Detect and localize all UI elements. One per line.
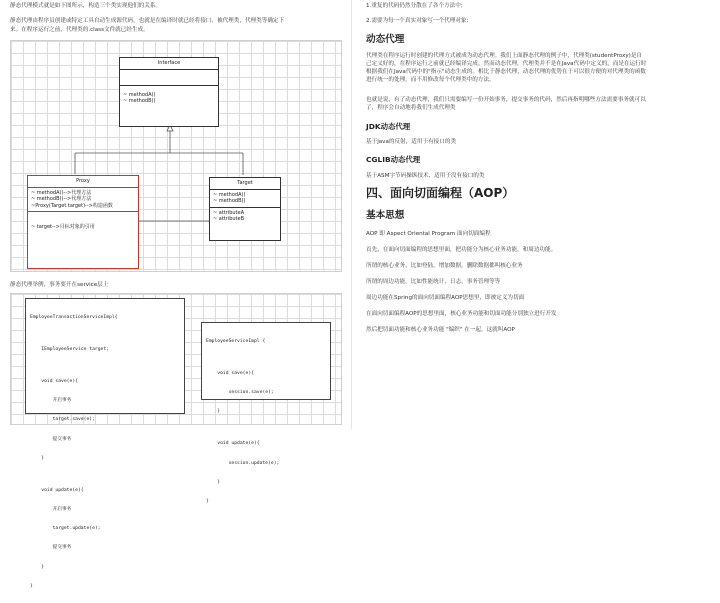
code-diagram [10, 293, 342, 589]
interface-method-a: ~ methodA() [123, 91, 156, 98]
proxy-title: Proxy [28, 176, 138, 188]
target-method-b: ~ methodB() [213, 198, 246, 204]
interface-method-b: ~ methodB() [123, 98, 156, 104]
list-item-2: 2.需要为每一个真实对象写一个代理对象; [366, 18, 469, 24]
employee-service-code: EmployeeServiceImpl { void save(e){ session.save(e); } void update(e){ session.update(e); } } [201, 322, 331, 400]
example-caption: 静态代理举例，事务要开在service层上 [10, 282, 109, 288]
target-attribute-b: ~ attributeB [213, 216, 245, 222]
basic-line-4: 所谓的周边功能，比如性能统计，日志，事务管理等等 [366, 279, 501, 285]
basic-line-3: 所谓的核心业务，比如登陆，增加数据，删除数据都叫核心业务 [366, 263, 523, 269]
basic-line-2: 首先，在面向切面编程的思想里面，把功能分为核心业务功能，和周边功能。 [366, 247, 557, 253]
left-page [0, 0, 352, 589]
target-method-a: ~ methodA() [213, 191, 246, 198]
intro-line-2: 静态代理由程序员创建或特定工具自动生成源代码，也就是在编译时就已经将接口，被代理类，代理类等确定下 [10, 18, 285, 24]
proxy-field-target: ~ target-->目标对象的引用 [31, 224, 95, 230]
intro-line-3: 来。在程序运行之前，代理类的.class文件就已经生成。 [10, 27, 149, 33]
uml-diagram [10, 40, 342, 272]
cglib-proxy-heading: CGLIB动态代理 [366, 155, 421, 164]
interface-title: Interface [120, 58, 218, 70]
dynamic-proxy-paragraph: 代理类在程序运行时创建的代理方式被成为动态代理。我们上面静态代理的例子中，代理类(studentProxy)是自 己定义好的，在程序运行之前就已经编译完成。然而动态代理，代理类并不是在Java代码中定义的，而是在运行时 根据我们在Java代码中的"指示"动态生成的。相比于静态代理，动态代理的优势在于可以很方便的对代理类的函数 进行统一的处理，而不用修改每个代理类中的方法。 [366, 53, 647, 83]
basic-line-5: 周边功能在Spring的面向切面编程AOP思想里，即被定义为切面 [366, 295, 525, 301]
transaction-service-code: EmployeeTransactionServiceImpl{ IEmployeeService target; void save(e){ 开启事务 target.save(e); 提交事务 } void update(e){ 开启事务 target.update(e); 提交事务 } } [25, 298, 185, 414]
intro-line-1: 静态代理模式就是如下图所示，构造三个类实现他们的关系。 [10, 3, 162, 9]
list-item-1: 1.重复的代码仍然分散在了各个方法中; [366, 3, 463, 9]
cglib-proxy-text: 基于ASM字节码操纵技术，适用于没有接口的类 [366, 173, 485, 179]
target-attribute-a: ~ attributeA [213, 209, 245, 216]
proxy-constructor: ~Proxy(Target target)-->构造函数 [31, 202, 113, 209]
target-title: Target [210, 178, 280, 190]
dynamic-proxy-heading: 动态代理 [366, 34, 405, 45]
basic-idea-heading: 基本思想 [366, 210, 405, 221]
proxy-method-a: ~ methodA()-->代理方法 [31, 189, 92, 196]
basic-line-7: 然后把切面功能和核心业务功能 "编织" 在一起，这就叫AOP [366, 327, 515, 333]
uml-interface-box [119, 57, 219, 127]
jdk-proxy-heading: JDK动态代理 [366, 122, 411, 131]
proxy-method-b: ~ methodB()-->代理方法 [31, 196, 92, 202]
aop-heading: 四、面向切面编程（AOP） [366, 186, 515, 200]
dynamic-proxy-paragraph-2: 也就是说，有了动态代理，我们只需要编写一份开始事务，提交事务的代码，然后再指明哪些方法需要事务就可以 了，程序会自动地将我们生成代理类 [366, 97, 646, 111]
uml-proxy-box [27, 175, 139, 269]
jdk-proxy-text: 基于java的反射，适用于有接口的类 [366, 139, 457, 145]
uml-target-box [209, 177, 281, 241]
basic-line-1: AOP 即 Aspect Oriental Program 面向切面编程 [366, 231, 491, 237]
right-page [356, 0, 720, 429]
basic-line-6: 在面向切面编程AOP的思想里面，核心业务功能和切面功能分别独立进行开发 [366, 311, 557, 317]
